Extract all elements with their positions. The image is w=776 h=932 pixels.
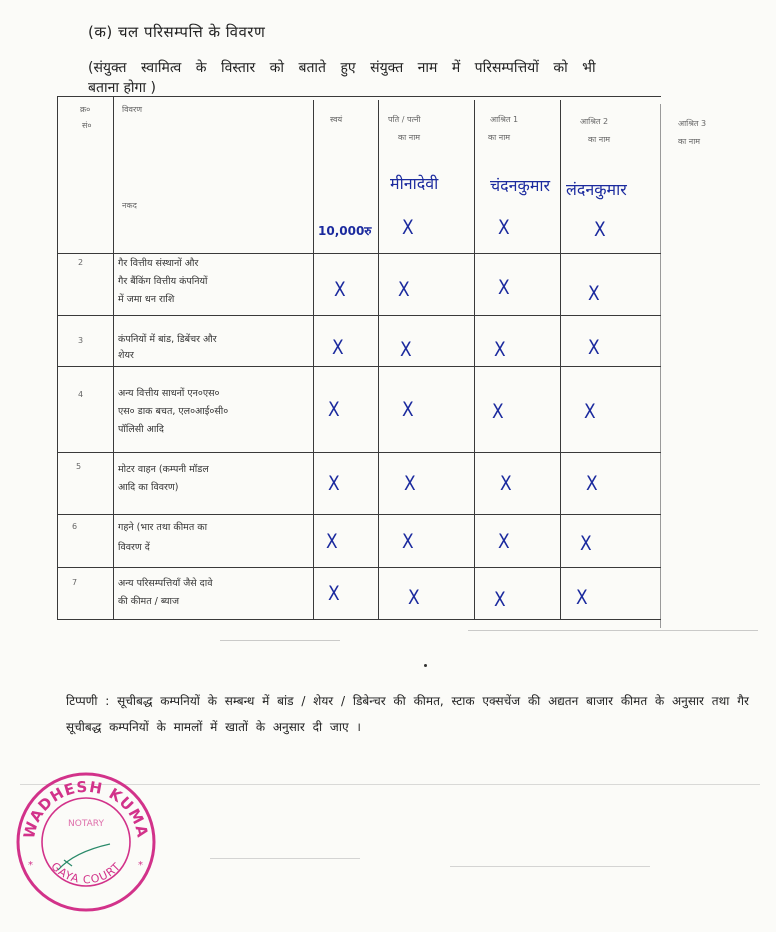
dot-mark [424, 664, 427, 667]
notary-stamp-icon [14, 770, 158, 914]
header-dep2-line1: आश्रित 2 [580, 117, 609, 126]
header-self: स्वयं [330, 115, 343, 124]
header-dep1-line2: का नाम [488, 133, 511, 142]
row-divider-1 [57, 253, 661, 254]
table-border-top [57, 96, 661, 97]
row7-desc-line1: अन्य परिसम्पत्तियाँ जैसे दावे [118, 578, 213, 589]
col-divider-self [378, 100, 379, 620]
row6-serial: 6 [72, 522, 78, 531]
col-divider-desc [313, 100, 314, 620]
header-dep1-line1: आश्रित 1 [490, 115, 519, 124]
row7-serial: 7 [72, 578, 78, 587]
row2-spouse-mark: X [398, 278, 410, 302]
row7-dep2-mark: X [576, 586, 588, 610]
row7-desc-line2: की कीमत / ब्याज [118, 596, 180, 607]
row1-spouse-mark: X [402, 216, 414, 240]
dependent1-name: चंदनकुमार [490, 176, 551, 195]
row-divider-6 [57, 567, 661, 568]
row4-desc-line2: एस० डाक बचत, एल०आई०सी० [118, 406, 229, 417]
row6-desc-line1: गहने (भार तथा कीमत का [118, 522, 208, 533]
row-divider-4 [57, 452, 661, 453]
row2-serial: 2 [78, 258, 84, 267]
header-serial: क्र० [80, 105, 91, 114]
row5-dep2-mark: X [586, 472, 598, 496]
stamp-place: GAYA COURT [48, 859, 124, 887]
subheading-line1: (संयुक्त स्वामित्व के विस्तार को बताते हुए संयुक्त नाम में परिसम्पत्तियों को भी [88, 60, 596, 76]
row3-dep1-mark: X [494, 338, 506, 362]
header-spouse-line1: पति / पत्नी [388, 115, 421, 124]
footnote: टिप्पणी : सूचीबद्ध कम्पनियों के सम्बन्ध में बांड / शेयर / डिबेन्चर की कीमत, स्टाक एक्सचेंज की अद्यतन बाजार कीमत के अनुसार तथा गैर सूचीबद्ध कम्पनियों के मामलों में खातों के अनुसार दी जाए । [66, 694, 749, 734]
spouse-name: मीनादेवी [390, 174, 439, 193]
svg-text:GAYA COURT [48, 860, 123, 887]
row5-self-mark: X [328, 472, 340, 496]
row7-spouse-mark: X [408, 586, 420, 610]
row5-spouse-mark: X [404, 472, 416, 496]
row3-serial: 3 [78, 336, 84, 345]
row-divider-2 [57, 315, 661, 316]
row1-dep1-mark: X [498, 216, 510, 240]
row4-serial: 4 [78, 390, 84, 399]
header-dep2-line2: का नाम [588, 135, 611, 144]
row2-desc-line1: गैर वित्तीय संस्थानों और [118, 258, 199, 269]
row7-self-mark: X [328, 582, 340, 606]
row6-spouse-mark: X [402, 530, 414, 554]
dependent2-name: लंदनकुमार [566, 180, 627, 199]
row6-desc-line2: विवरण दें [118, 542, 150, 553]
notary-stamp [14, 770, 158, 914]
section-heading: (क) चल परिसम्पत्ति के विवरण [88, 23, 266, 41]
row5-serial: 5 [76, 462, 82, 471]
header-dep3-line2: का नाम [678, 137, 701, 146]
row4-spouse-mark: X [402, 398, 414, 422]
row6-self-mark: X [326, 530, 338, 554]
row5-desc-line1: मोटर वाहन (कम्पनी मॉडल [118, 464, 209, 475]
row5-dep1-mark: X [500, 472, 512, 496]
row4-desc-line1: अन्य वित्तीय साधनों एन०एस० [118, 388, 220, 399]
faint-line-4 [210, 858, 360, 859]
row2-self-mark: X [334, 278, 346, 302]
row4-self-mark: X [328, 398, 340, 422]
subheading-line2: बताना होगा ) [88, 80, 156, 96]
svg-text:*: * [138, 860, 143, 871]
col-divider-spouse [474, 100, 475, 620]
row2-desc-line3: में जमा धन राशि [118, 294, 175, 305]
row6-dep2-mark: X [580, 532, 592, 556]
header-serial-sub: सं० [82, 121, 92, 130]
row1-label: नकद [122, 201, 137, 210]
row-divider-3 [57, 366, 661, 367]
faint-line-1 [468, 630, 758, 631]
col-divider-sn [113, 96, 114, 620]
row3-desc-line2: शेयर [118, 350, 134, 361]
faint-line-5 [450, 866, 650, 867]
col-divider-dep1 [560, 100, 561, 620]
faint-line-2 [220, 640, 340, 641]
row7-dep1-mark: X [494, 588, 506, 612]
row1-self-value: 10,000रु [318, 224, 372, 238]
stamp-inner: NOTARY [68, 819, 104, 829]
row3-dep2-mark: X [588, 336, 600, 360]
row-divider-5 [57, 514, 661, 515]
row4-dep2-mark: X [584, 400, 596, 424]
row3-desc-line1: कंपनियों में बांड, डिबेंचर और [118, 334, 217, 345]
row2-desc-line2: गैर बैंकिंग वित्तीय कंपनियों [118, 276, 208, 287]
row4-dep1-mark: X [492, 400, 504, 424]
svg-text:*: * [28, 860, 33, 871]
row4-desc-line3: पॉलिसी आदि [118, 424, 164, 435]
row2-dep1-mark: X [498, 276, 510, 300]
header-description: विवरण [122, 105, 143, 114]
row3-spouse-mark: X [400, 338, 412, 362]
row3-self-mark: X [332, 336, 344, 360]
stamp-name: WADHESH KUMA [19, 777, 152, 841]
table-border-bottom [57, 619, 661, 620]
row1-dep2-mark: X [594, 218, 606, 242]
svg-text:AWADHESH KUMAR [14, 770, 152, 840]
table-border-left [57, 96, 58, 620]
header-spouse-line2: का नाम [398, 133, 421, 142]
header-dep3-line1: आश्रित 3 [678, 119, 707, 128]
row5-desc-line2: आदि का विवरण) [118, 482, 179, 493]
row6-dep1-mark: X [498, 530, 510, 554]
row2-dep2-mark: X [588, 282, 600, 306]
